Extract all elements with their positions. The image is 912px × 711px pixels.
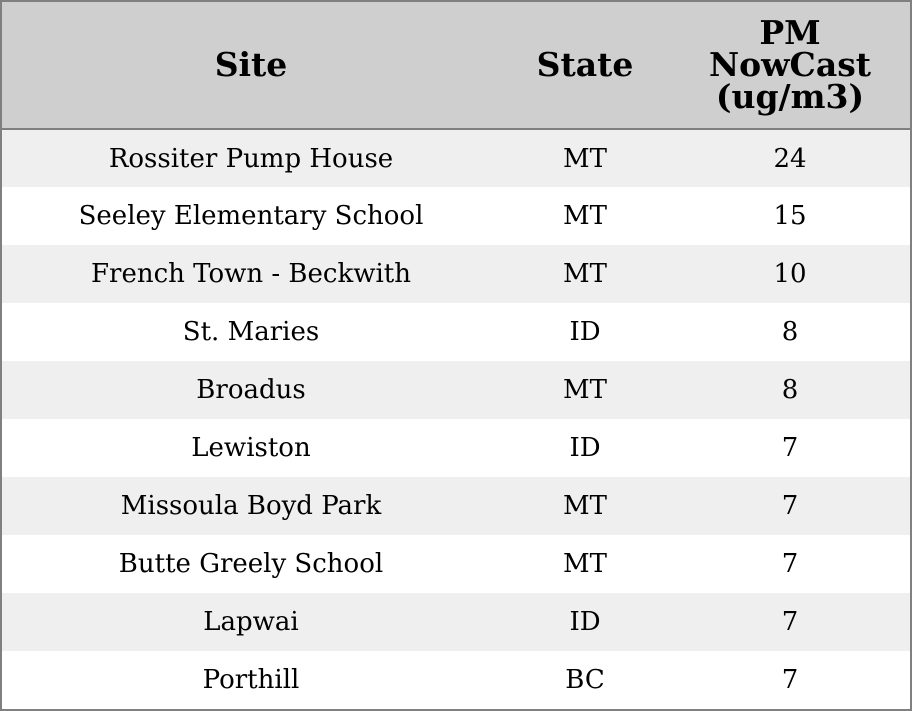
cell-site: Broadus xyxy=(196,375,306,405)
cell-pm-nowcast: 24 xyxy=(773,143,807,174)
header-pm-line2: NowCast xyxy=(708,45,872,84)
cell-state: ID xyxy=(569,607,601,637)
table-row xyxy=(2,593,910,651)
cell-pm-nowcast: 7 xyxy=(781,491,799,521)
cell-pm-nowcast: 7 xyxy=(781,549,799,579)
cell-pm-nowcast: 10 xyxy=(773,259,807,289)
cell-state: MT xyxy=(563,259,607,289)
table-row xyxy=(2,419,910,477)
table-row xyxy=(2,187,910,245)
cell-state: MT xyxy=(563,201,607,231)
cell-state: MT xyxy=(563,375,607,405)
cell-pm-nowcast: 7 xyxy=(781,433,799,463)
cell-pm-nowcast: 8 xyxy=(781,317,799,347)
table-body xyxy=(2,129,910,708)
table-row xyxy=(2,129,910,187)
table-row xyxy=(2,651,910,708)
header-pm-line1: PM xyxy=(759,13,821,52)
pm-nowcast-table xyxy=(2,2,910,708)
header-row xyxy=(2,2,910,129)
cell-pm-nowcast: 15 xyxy=(773,201,807,231)
cell-state: MT xyxy=(563,549,607,579)
cell-pm-nowcast: 7 xyxy=(781,607,799,637)
header-pm-line3: (ug/m3) xyxy=(715,77,865,116)
cell-state: MT xyxy=(563,143,607,174)
table-header xyxy=(2,2,910,129)
header-state: State xyxy=(500,2,670,129)
cell-state: MT xyxy=(563,491,607,521)
header-site: Site xyxy=(2,2,500,129)
cell-pm-nowcast: 8 xyxy=(781,375,799,405)
cell-site: Porthill xyxy=(202,664,300,695)
cell-site: Lapwai xyxy=(203,607,299,637)
cell-site: Missoula Boyd Park xyxy=(120,491,382,521)
cell-site: Lewiston xyxy=(191,433,311,463)
table-row xyxy=(2,535,910,593)
cell-pm-nowcast: 7 xyxy=(781,664,799,695)
table-row xyxy=(2,477,910,535)
cell-site: Rossiter Pump House xyxy=(108,143,394,174)
cell-state: BC xyxy=(565,664,605,695)
cell-site: Seeley Elementary School xyxy=(78,201,424,231)
table-row xyxy=(2,303,910,361)
cell-state: ID xyxy=(569,317,601,347)
table-row xyxy=(2,361,910,419)
table-row xyxy=(2,245,910,303)
cell-site: French Town - Beckwith xyxy=(90,259,412,289)
cell-site: Butte Greely School xyxy=(118,549,384,579)
cell-state: ID xyxy=(569,433,601,463)
cell-site: St. Maries xyxy=(182,317,320,347)
header-pm-nowcast xyxy=(670,2,910,129)
